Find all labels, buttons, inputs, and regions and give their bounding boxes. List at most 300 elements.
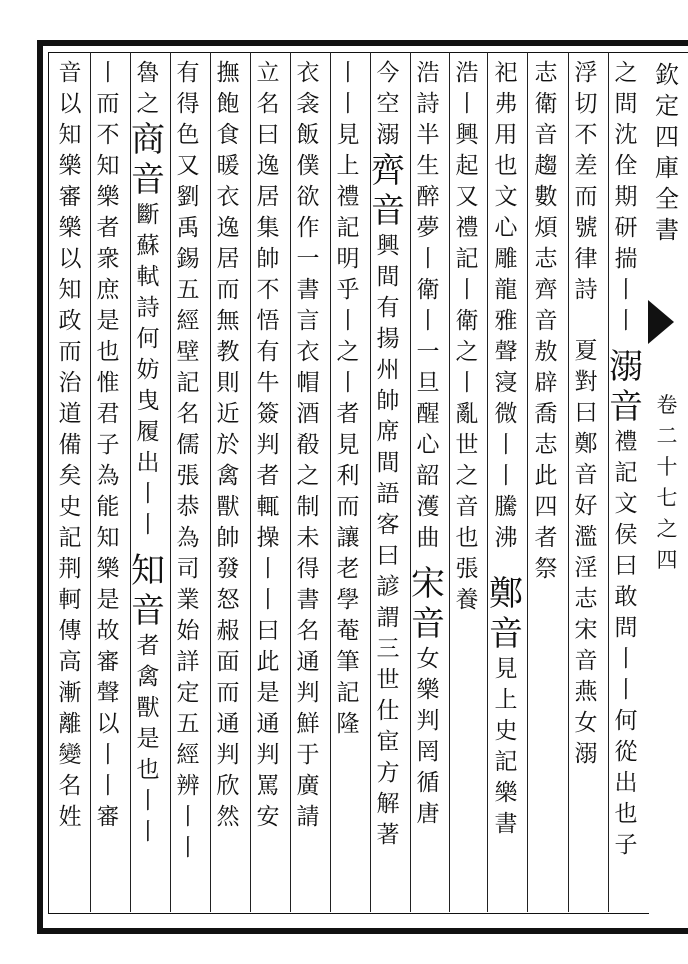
character: 七	[656, 486, 678, 510]
character: 傳	[58, 618, 82, 644]
character: 姓	[58, 804, 82, 830]
character: 明	[336, 246, 360, 272]
character: 唐	[416, 801, 440, 827]
character: 丨	[336, 308, 360, 334]
character: 經	[176, 308, 200, 334]
character: 寖	[494, 370, 518, 396]
character: 逸	[256, 153, 280, 179]
character: 名	[256, 91, 280, 117]
character: 間	[376, 450, 400, 476]
character: 悟	[256, 308, 280, 334]
character: 也	[494, 153, 518, 179]
character: 五	[176, 277, 200, 303]
character: 丨	[96, 60, 120, 86]
character: 撫	[216, 60, 240, 86]
character: 記	[614, 460, 638, 486]
character: 也	[96, 339, 120, 365]
text-column-1	[611, 58, 641, 861]
character: 問	[614, 91, 638, 117]
character: 浮	[574, 60, 598, 86]
character: 通	[296, 649, 320, 675]
text-column-13	[133, 58, 163, 848]
character: 之	[455, 463, 479, 489]
character: 簽	[256, 401, 280, 427]
character: 丨	[455, 91, 479, 117]
character: 名	[176, 401, 200, 427]
character: 丨	[494, 463, 518, 489]
character: 丨	[416, 246, 440, 272]
character: 出	[136, 450, 160, 476]
character: 衛	[416, 277, 440, 303]
character: 衛	[534, 91, 558, 117]
character: 壁	[176, 339, 200, 365]
character: 雅	[494, 308, 518, 334]
character: 曰	[574, 400, 598, 426]
character: 曰	[256, 122, 280, 148]
headword-ni-yin	[609, 347, 643, 427]
character: 丨	[136, 512, 160, 538]
character: 審	[58, 184, 82, 210]
character: 音	[131, 591, 165, 631]
character: 始	[176, 618, 200, 644]
character: 僕	[296, 153, 320, 179]
character: 經	[176, 742, 200, 768]
fishtail-mark	[648, 300, 674, 344]
character: 衣	[296, 339, 320, 365]
character: 女	[574, 710, 598, 736]
character: 惟	[96, 370, 120, 396]
character: 故	[96, 618, 120, 644]
character: 音	[534, 122, 558, 148]
character: 一	[296, 246, 320, 272]
character: 之	[455, 339, 479, 365]
character: 以	[58, 246, 82, 272]
column-rule	[487, 52, 488, 912]
character: 商	[131, 120, 165, 160]
character: 期	[614, 184, 638, 210]
character: 方	[376, 760, 400, 786]
character: 丨	[614, 308, 638, 334]
character: 夢	[416, 215, 440, 241]
character: 者	[336, 401, 360, 427]
column-rule	[527, 52, 528, 912]
character: 沈	[614, 122, 638, 148]
character: 丨	[336, 91, 360, 117]
character: 之	[656, 517, 678, 541]
character: 教	[216, 339, 240, 365]
character: 作	[296, 215, 320, 241]
character: 煩	[534, 215, 558, 241]
character: 浩	[455, 60, 479, 86]
character: 詩	[416, 91, 440, 117]
character: 有	[376, 295, 400, 321]
character: 四	[655, 123, 679, 151]
text-column-3	[531, 58, 561, 585]
character: 知	[96, 525, 120, 551]
character: 制	[296, 494, 320, 520]
character: 張	[176, 463, 200, 489]
text-column-7	[373, 58, 403, 851]
character: 利	[336, 463, 360, 489]
character: 間	[376, 264, 400, 290]
character: 醉	[416, 184, 440, 210]
character: 聲	[494, 339, 518, 365]
character: 起	[455, 153, 479, 179]
character: 定	[655, 92, 679, 120]
character: 居	[256, 184, 280, 210]
character: 丨	[455, 277, 479, 303]
character: 丨	[336, 370, 360, 396]
character: 也	[455, 525, 479, 551]
text-run	[137, 58, 160, 120]
character: 見	[494, 656, 518, 682]
character: 音	[58, 60, 82, 86]
character: 志	[534, 246, 558, 272]
character: 丨	[136, 481, 160, 507]
character: 十	[656, 455, 678, 479]
character: 丨	[256, 587, 280, 613]
character: 淫	[574, 555, 598, 581]
character: 詩	[574, 277, 598, 303]
character: 不	[96, 122, 120, 148]
character: 用	[494, 122, 518, 148]
character: 欣	[216, 773, 240, 799]
character: 之	[336, 339, 360, 365]
column-rule	[330, 52, 331, 912]
character: 殽	[296, 432, 320, 458]
character: 樂	[96, 184, 120, 210]
character: 食	[216, 122, 240, 148]
character: 而	[216, 680, 240, 706]
character: 漸	[58, 680, 82, 706]
character: 解	[376, 791, 400, 817]
character: 溺	[574, 741, 598, 767]
character: 是	[96, 308, 120, 334]
character: 齊	[371, 151, 405, 191]
character: 著	[376, 822, 400, 848]
character: 衆	[96, 246, 120, 272]
character: 亂	[455, 401, 479, 427]
character: 業	[176, 587, 200, 613]
character: 怒	[216, 587, 240, 613]
character: 而	[216, 277, 240, 303]
character: 高	[58, 649, 82, 675]
character: 曰	[376, 543, 400, 569]
character: 得	[296, 556, 320, 582]
character: 是	[256, 680, 280, 706]
character: 變	[58, 742, 82, 768]
character: 筆	[336, 649, 360, 675]
character: 旦	[416, 370, 440, 396]
character: 丨	[136, 819, 160, 845]
character: 醒	[416, 401, 440, 427]
character: 樂	[416, 677, 440, 703]
character: 欽	[655, 61, 679, 89]
character: 面	[216, 649, 240, 675]
character: 曰	[614, 553, 638, 579]
character: 立	[256, 60, 280, 86]
text-run	[456, 58, 479, 616]
character: 宋	[574, 617, 598, 643]
text-run	[97, 58, 120, 833]
character: 牛	[256, 370, 280, 396]
character: 女	[416, 646, 440, 672]
character: 鄭	[489, 574, 523, 614]
character: 不	[256, 277, 280, 303]
character: 禽	[136, 664, 160, 690]
character: 而	[336, 494, 360, 520]
character: 音	[574, 648, 598, 674]
character: 樂	[58, 153, 82, 179]
character: 全	[655, 185, 679, 213]
character: 安	[256, 804, 280, 830]
character: 律	[574, 246, 598, 272]
character: 庶	[96, 277, 120, 303]
character: 政	[58, 308, 82, 334]
text-run	[337, 58, 360, 740]
character: 也	[614, 801, 638, 827]
character: 廣	[296, 773, 320, 799]
character: 諺	[376, 574, 400, 600]
character: 恭	[176, 494, 200, 520]
character: 研	[614, 215, 638, 241]
column-rule	[449, 52, 450, 912]
character: 生	[416, 153, 440, 179]
character: 通	[216, 711, 240, 737]
character: 名	[58, 773, 82, 799]
character: 言	[296, 308, 320, 334]
character: 近	[216, 401, 240, 427]
character: 軾	[136, 264, 160, 290]
text-run	[657, 392, 678, 578]
character: 禽	[216, 463, 240, 489]
character: 為	[96, 463, 120, 489]
character: 衣	[216, 184, 240, 210]
character: 無	[216, 308, 240, 334]
character: 治	[58, 370, 82, 396]
character: 樂	[58, 215, 82, 241]
character: 喬	[534, 401, 558, 427]
character: 得	[176, 91, 200, 117]
character: 敢	[614, 584, 638, 610]
character: 空	[376, 91, 400, 117]
character: 揣	[614, 246, 638, 272]
character: 問	[614, 615, 638, 641]
character: 謂	[376, 605, 400, 631]
character: 審	[96, 804, 120, 830]
text-column-10	[253, 58, 283, 833]
character: 丨	[455, 370, 479, 396]
character: 子	[96, 432, 120, 458]
character: 聲	[96, 680, 120, 706]
character: 文	[614, 491, 638, 517]
column-rule	[410, 52, 411, 912]
character: 丨	[416, 308, 440, 334]
headword-song-yin	[411, 564, 445, 644]
character: 韶	[416, 463, 440, 489]
character: 趨	[534, 153, 558, 179]
character: 此	[256, 649, 280, 675]
character: 書	[296, 277, 320, 303]
banner-juan-number	[652, 392, 682, 578]
character: 見	[336, 432, 360, 458]
character: 丨	[176, 835, 200, 861]
character: 志	[534, 60, 558, 86]
character: 號	[574, 215, 598, 241]
character: 則	[216, 370, 240, 396]
text-column-6	[413, 58, 443, 830]
character: 禮	[614, 429, 638, 455]
text-run	[59, 58, 82, 833]
text-column-12	[173, 58, 203, 864]
character: 丨	[136, 788, 160, 814]
character: 祭	[534, 556, 558, 582]
character: 飯	[296, 122, 320, 148]
character: 音	[371, 191, 405, 231]
character: 二	[656, 424, 678, 448]
character: 以	[58, 91, 82, 117]
character: 文	[494, 184, 518, 210]
text-run	[377, 58, 400, 151]
banner-rule	[648, 52, 688, 53]
character: 離	[58, 711, 82, 737]
character: 濩	[416, 494, 440, 520]
character: 罔	[416, 739, 440, 765]
character: 丨	[614, 677, 638, 703]
character: 鮮	[296, 711, 320, 737]
column-rule	[250, 52, 251, 912]
text-column-11	[213, 58, 243, 833]
text-run	[297, 58, 320, 833]
character: 帽	[296, 370, 320, 396]
character: 敖	[534, 339, 558, 365]
character: 騰	[494, 494, 518, 520]
character: 者	[534, 525, 558, 551]
character: 出	[614, 770, 638, 796]
character: 君	[96, 401, 120, 427]
character: 名	[296, 618, 320, 644]
character: 燕	[574, 679, 598, 705]
character: 丨	[494, 432, 518, 458]
character: 發	[216, 556, 240, 582]
character: 辟	[534, 370, 558, 396]
character: 丨	[614, 646, 638, 672]
character: 菴	[336, 618, 360, 644]
character: 判	[256, 432, 280, 458]
character: 侯	[614, 522, 638, 548]
character: 記	[494, 749, 518, 775]
character: 宋	[411, 564, 445, 604]
character: 矣	[58, 463, 82, 489]
character: 音	[534, 308, 558, 334]
character: 語	[376, 481, 400, 507]
character: 濫	[574, 524, 598, 550]
column-rule	[608, 52, 609, 912]
character: 之	[614, 60, 638, 86]
character: 逸	[216, 215, 240, 241]
character: 仕	[376, 698, 400, 724]
character: 獸	[216, 494, 240, 520]
character: 能	[96, 494, 120, 520]
character: 禮	[336, 184, 360, 210]
character: 備	[58, 432, 82, 458]
character: 丨	[336, 60, 360, 86]
character: 判	[416, 708, 440, 734]
character: 飽	[216, 91, 240, 117]
character: 宦	[376, 729, 400, 755]
character: 溺	[609, 347, 643, 387]
character: 史	[58, 494, 82, 520]
character: 切	[574, 91, 598, 117]
character: 何	[614, 708, 638, 734]
character: 志	[574, 586, 598, 612]
character: 循	[416, 770, 440, 796]
character: 暖	[216, 153, 240, 179]
character: 丨	[96, 773, 120, 799]
text-run	[535, 58, 558, 585]
character: 帥	[216, 525, 240, 551]
character: 辨	[176, 773, 200, 799]
character: 是	[96, 587, 120, 613]
text-column-5	[452, 58, 482, 616]
character: 書	[655, 216, 679, 244]
character: 定	[176, 680, 200, 706]
character: 于	[296, 742, 320, 768]
character: 之	[296, 463, 320, 489]
character: 而	[574, 184, 598, 210]
text-run	[615, 427, 638, 861]
character: 志	[534, 432, 558, 458]
character: 養	[455, 587, 479, 613]
character: 軻	[58, 587, 82, 613]
character: 四	[656, 548, 678, 572]
character: 判	[216, 742, 240, 768]
column-rule	[170, 52, 171, 912]
character: 酒	[296, 401, 320, 427]
character: 席	[376, 419, 400, 445]
character: 上	[336, 153, 360, 179]
text-column-4	[491, 58, 521, 840]
character: 曳	[136, 388, 160, 414]
character: 知	[58, 277, 82, 303]
character: 輒	[256, 494, 280, 520]
character: 齊	[534, 277, 558, 303]
character: 不	[574, 122, 598, 148]
character: 興	[376, 233, 400, 259]
text-run	[495, 654, 518, 840]
character: 客	[376, 512, 400, 538]
character: 世	[455, 432, 479, 458]
character: 音	[574, 462, 598, 488]
character: 記	[455, 246, 479, 272]
character: 欲	[296, 184, 320, 210]
character: 記	[336, 680, 360, 706]
text-run	[575, 336, 598, 770]
character: 知	[96, 153, 120, 179]
character: 司	[176, 556, 200, 582]
character: 又	[176, 153, 200, 179]
character: 者	[256, 463, 280, 489]
character: 丨	[176, 804, 200, 830]
character: 差	[574, 153, 598, 179]
character: 雕	[494, 246, 518, 272]
character: 今	[376, 60, 400, 86]
character: 三	[376, 636, 400, 662]
character: 州	[376, 357, 400, 383]
character: 禮	[455, 215, 479, 241]
text-run	[575, 58, 598, 306]
character: 記	[336, 215, 360, 241]
